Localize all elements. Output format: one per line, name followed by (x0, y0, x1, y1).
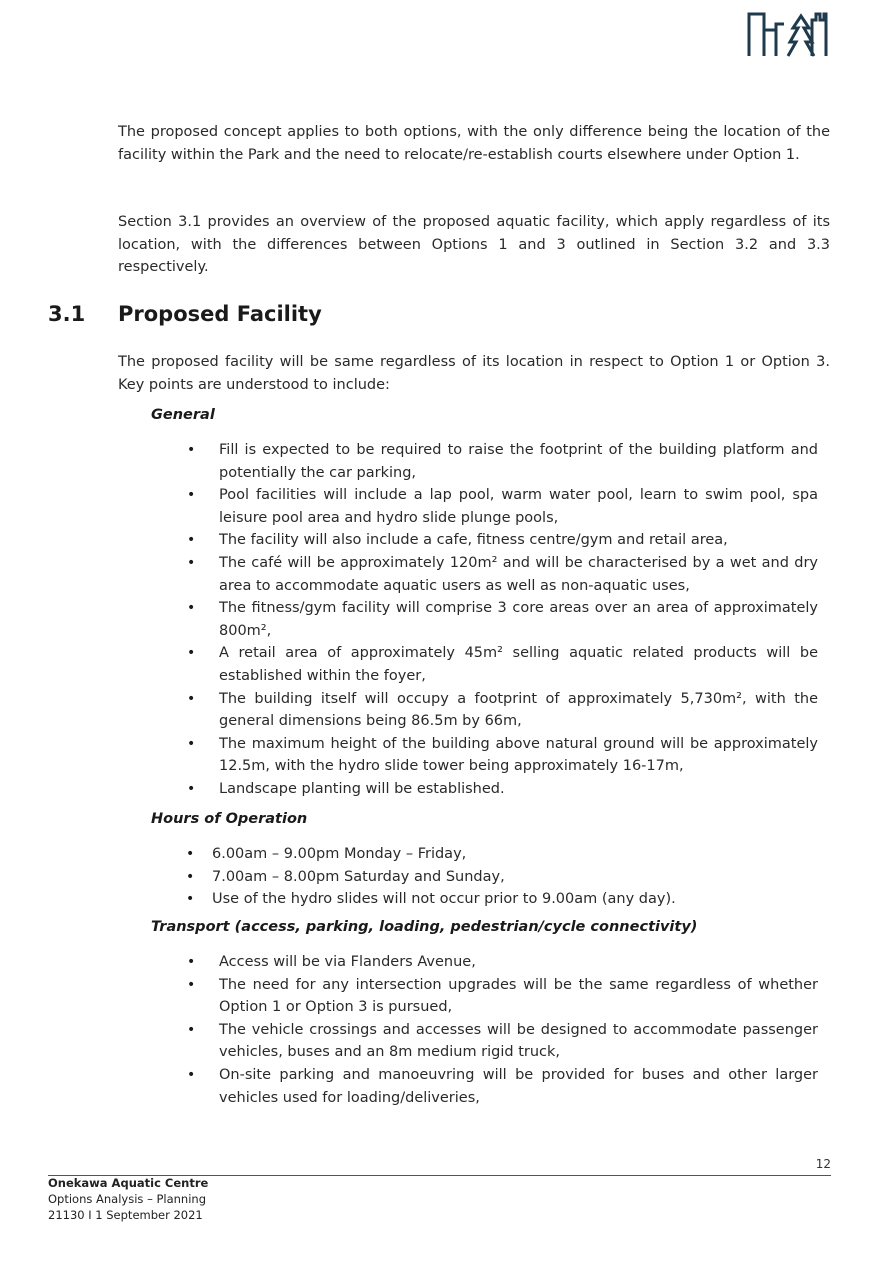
footer-doc-ref: 21130 I 1 September 2021 (48, 1208, 203, 1222)
list-item: • Pool facilities will include a lap pool, warm water pool, learn to swim pool, spa leisure pool area and hydro slide plunge pools, (219, 484, 818, 529)
list-item: • Access will be via Flanders Avenue, (219, 951, 818, 974)
section-number: 3.1 (48, 302, 86, 326)
list-item: • Fill is expected to be required to raise the footprint of the building platform and potentially the car parking, (219, 439, 818, 484)
hours-heading: Hours of Operation (151, 811, 308, 827)
company-logo-icon (746, 10, 828, 58)
section-lead-paragraph: The proposed facility will be same regardless of its location in respect to Option 1 or Option 3. Key points are understood to include: (118, 354, 830, 393)
list-item: • On-site parking and manoeuvring will be provided for buses and other larger vehicles used for loading/deliveries, (219, 1064, 818, 1109)
list-item: • The facility will also include a cafe, fitness centre/gym and retail area, (219, 529, 818, 552)
list-item: • The building itself will occupy a footprint of approximately 5,730m², with the general dimensions being 86.5m by 66m, (219, 688, 818, 733)
list-item: • The fitness/gym facility will comprise 3 core areas over an area of approximately 800m², (219, 597, 818, 642)
section-title: Proposed Facility (118, 302, 322, 326)
list-item: • A retail area of approximately 45m² selling aquatic related products will be established within the foyer, (219, 642, 818, 687)
hours-list (212, 843, 818, 911)
list-item: • The vehicle crossings and accesses will be designed to accommodate passenger vehicles, buses and an 8m medium rigid truck, (219, 1019, 818, 1064)
transport-list (219, 951, 818, 1109)
list-item: • The café will be approximately 120m² and will be characterised by a wet and dry area to accommodate aquatic users as well as non-aquatic uses, (219, 552, 818, 597)
footer-doc-subtitle: Options Analysis – Planning (48, 1192, 207, 1206)
list-item: • 6.00am – 9.00pm Monday – Friday, (212, 843, 818, 866)
intro-paragraph-1: The proposed concept applies to both options, with the only difference being the location of the facility within the Park and the need to relocate/re-establish courts elsewhere under Option 1. (118, 124, 830, 163)
general-heading: General (151, 407, 215, 423)
list-item: • The maximum height of the building above natural ground will be approximately 12.5m, with the hydro slide tower being approximately 16-17m, (219, 733, 818, 778)
intro-paragraph-2: Section 3.1 provides an overview of the proposed aquatic facility, which apply regardless of its location, with the differences between Options 1 and 3 outlined in Section 3.2 and 3.3 respectively. (118, 214, 830, 276)
list-item: • Use of the hydro slides will not occur prior to 9.00am (any day). (212, 888, 818, 911)
list-item: • The need for any intersection upgrades will be the same regardless of whether Option 1 or Option 3 is pursued, (219, 974, 818, 1019)
general-list (219, 439, 818, 801)
list-item: • Landscape planting will be established. (219, 778, 818, 801)
transport-heading: Transport (access, parking, loading, pedestrian/cycle connectivity) (151, 919, 698, 935)
list-item: • 7.00am – 8.00pm Saturday and Sunday, (212, 866, 818, 889)
page-number: 12 (815, 1157, 831, 1171)
footer-doc-title: Onekawa Aquatic Centre (48, 1176, 209, 1190)
